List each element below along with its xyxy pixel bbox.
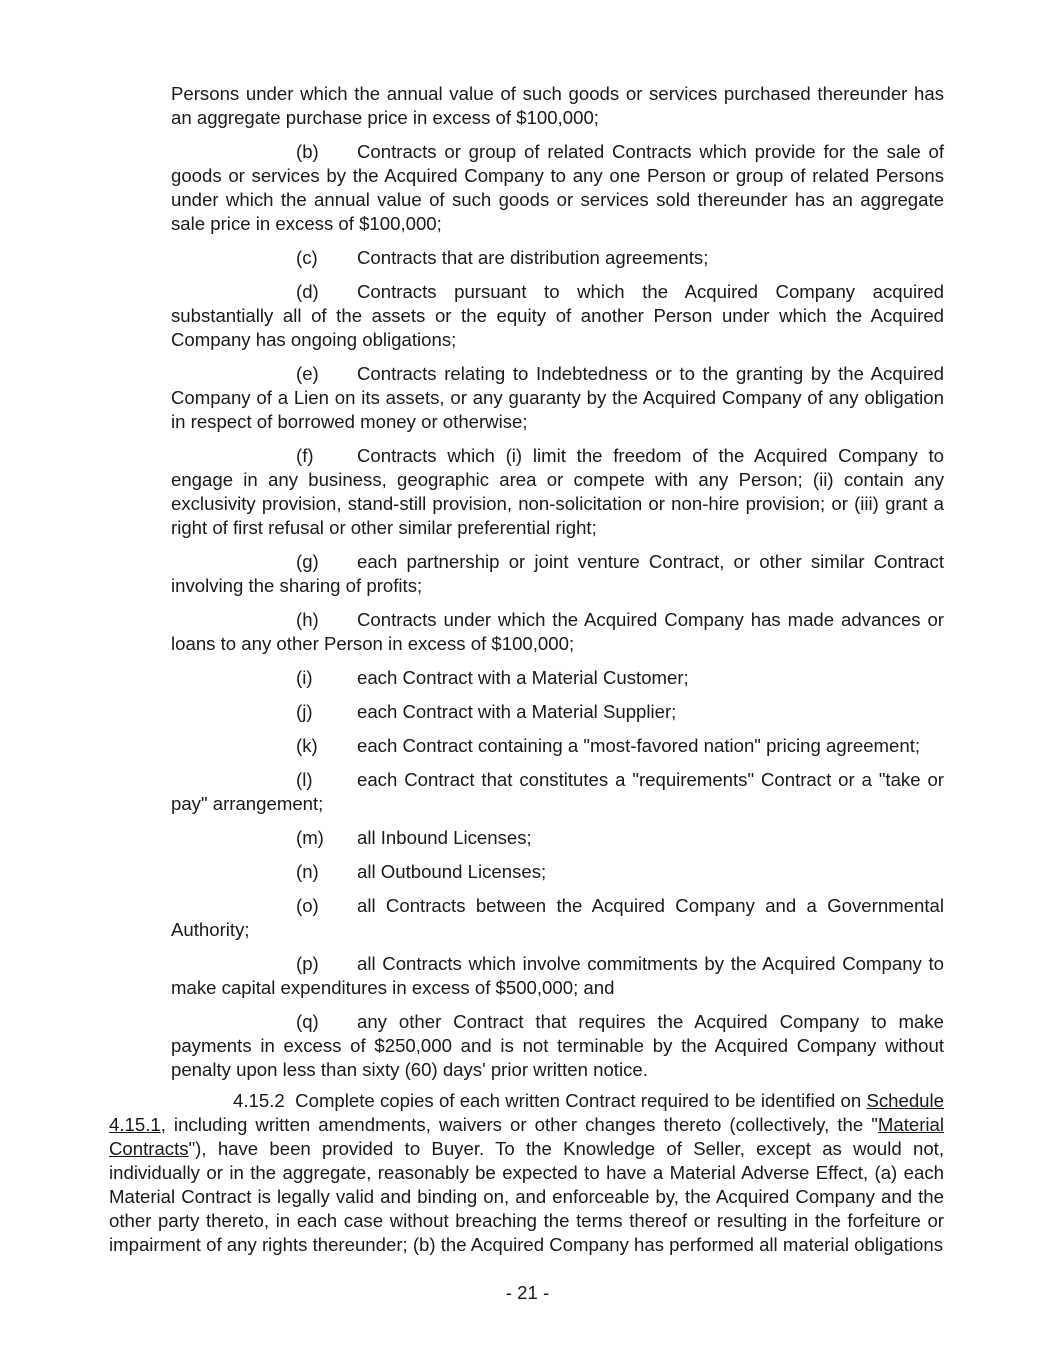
page-number: - 21 - bbox=[505, 1282, 550, 1303]
section-text-3: "), have been provided to Buyer. To the Knowledge of Seller, except as would not, individually or in the aggregate, reasonably be expected to have a Material Adverse Effect, (a) each Material Contract is legally valid and binding on, and enforceable by, the Acquired Company and the other party thereto, in each case without breaching the terms thereof or resulting in the forfeiture or impairment of any rights thereunder; (b) the Acquired Company has performed all material obligations bbox=[109, 1138, 944, 1255]
list-item bbox=[171, 1010, 944, 1082]
list-item bbox=[171, 734, 944, 758]
item-text: all Contracts between the Acquired Company and a Governmental Authority; bbox=[171, 895, 944, 940]
item-label: (g) bbox=[296, 551, 319, 572]
contract-list bbox=[171, 82, 944, 1092]
list-item bbox=[171, 894, 944, 942]
item-text: Contracts which (i) limit the freedom of the Acquired Company to engage in any business, geographic area or compete with any Person; (ii) contain any exclusivity provision, stand-still provision, non-solicitation or non-hire provision; or (iii) grant a right of first refusal or other similar preferential right; bbox=[171, 445, 944, 538]
list-item bbox=[171, 362, 944, 434]
list-item bbox=[171, 140, 944, 236]
section-number: 4.15.2 bbox=[233, 1090, 285, 1111]
item-label: (e) bbox=[296, 363, 319, 384]
item-label: (l) bbox=[296, 769, 313, 790]
section-text-2: , including written amendments, waivers or other changes thereto (collectively, the " bbox=[160, 1114, 878, 1135]
item-text: each Contract containing a "most-favored nation" pricing agreement; bbox=[357, 735, 921, 756]
item-label: (f) bbox=[296, 445, 314, 466]
list-item bbox=[171, 246, 944, 270]
item-text: any other Contract that requires the Acquired Company to make payments in excess of $250,000 and is not terminable by the Acquired Company without penalty upon less than sixty (60) days' prior written notice. bbox=[171, 1011, 944, 1080]
item-text: all Contracts which involve commitments by the Acquired Company to make capital expenditures in excess of $500,000; and bbox=[171, 953, 944, 998]
list-item bbox=[171, 826, 944, 850]
item-label: (i) bbox=[296, 667, 313, 688]
item-label: (c) bbox=[296, 247, 318, 268]
list-item bbox=[171, 700, 944, 724]
item-text: all Inbound Licenses; bbox=[357, 827, 532, 848]
list-item bbox=[171, 444, 944, 540]
item-label: (p) bbox=[296, 953, 319, 974]
item-text: Contracts pursuant to which the Acquired Company acquired substantially all of the assets or the equity of another Person under which the Acquired Company has ongoing obligations; bbox=[171, 281, 944, 350]
item-text: each Contract with a Material Supplier; bbox=[357, 701, 677, 722]
continuation-paragraph: Persons under which the annual value of such goods or services purchased thereunder has an aggregate purchase price in excess of $100,000; bbox=[171, 83, 944, 128]
item-label: (n) bbox=[296, 861, 319, 882]
item-text: Contracts that are distribution agreements; bbox=[357, 247, 709, 268]
item-text: Contracts under which the Acquired Company has made advances or loans to any other Person in excess of $100,000; bbox=[171, 609, 944, 654]
defined-term: Material Contracts bbox=[109, 1114, 944, 1159]
item-label: (k) bbox=[296, 735, 318, 756]
item-label: (q) bbox=[296, 1011, 319, 1032]
item-text: each Contract with a Material Customer; bbox=[357, 667, 689, 688]
list-item bbox=[171, 952, 944, 1000]
items-list bbox=[171, 140, 944, 1082]
item-text: each partnership or joint venture Contract, or other similar Contract involving the sharing of profits; bbox=[171, 551, 944, 596]
item-label: (m) bbox=[296, 827, 324, 848]
list-item bbox=[171, 768, 944, 816]
item-label: (j) bbox=[296, 701, 313, 722]
list-item bbox=[171, 666, 944, 690]
list-item bbox=[171, 280, 944, 352]
section-4-15-2-paragraph bbox=[109, 1089, 944, 1257]
schedule-reference: Schedule 4.15.1 bbox=[109, 1090, 944, 1135]
list-item bbox=[171, 608, 944, 656]
item-text: all Outbound Licenses; bbox=[357, 861, 547, 882]
item-text: Contracts or group of related Contracts which provide for the sale of goods or services by the Acquired Company to any one Person or group of related Persons under which the annual value of such goods or services sold thereunder has an aggregate sale price in excess of $100,000; bbox=[171, 141, 944, 234]
item-text: Contracts relating to Indebtedness or to the granting by the Acquired Company of a Lien on its assets, or any guaranty by the Acquired Company of any obligation in respect of borrowed money or otherwise; bbox=[171, 363, 944, 432]
section-text-1: Complete copies of each written Contract required to be identified on bbox=[295, 1090, 862, 1111]
item-label: (h) bbox=[296, 609, 319, 630]
item-label: (b) bbox=[296, 141, 319, 162]
list-item bbox=[171, 550, 944, 598]
item-label: (d) bbox=[296, 281, 319, 302]
list-item bbox=[171, 860, 944, 884]
item-text: each Contract that constitutes a "requirements" Contract or a "take or pay" arrangement; bbox=[171, 769, 944, 814]
item-label: (o) bbox=[296, 895, 319, 916]
